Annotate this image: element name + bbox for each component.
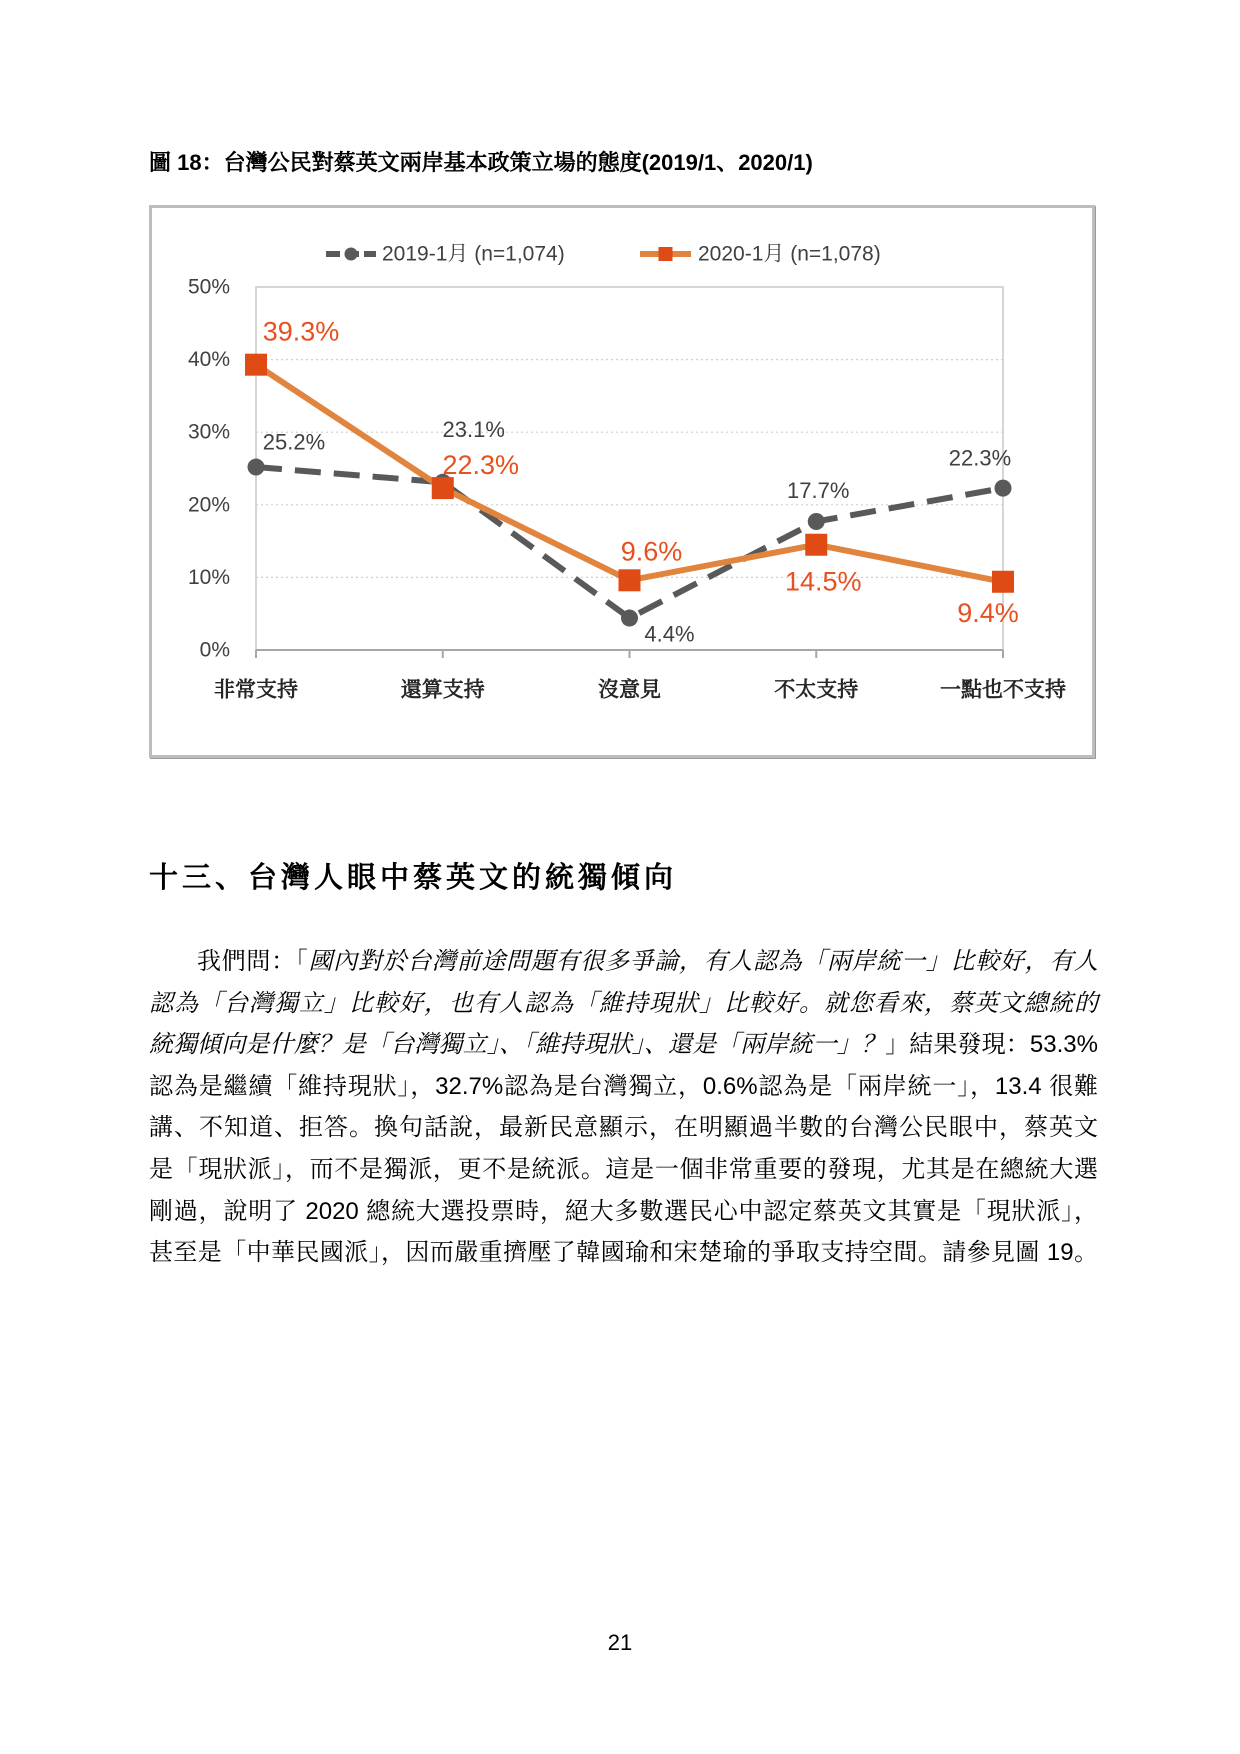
y-tick-label: 40% [187, 348, 230, 372]
series-2-marker [245, 354, 267, 376]
legend-swatch-marker [345, 248, 358, 261]
series-1-data-label: 17.7% [787, 477, 850, 503]
legend-item [640, 243, 881, 266]
body-line [149, 1191, 1098, 1233]
series-1-data-label: 25.2% [262, 429, 326, 455]
body-line [149, 1232, 1098, 1274]
series-2-data-label: 9.4% [957, 597, 1019, 628]
y-tick-label: 0% [199, 638, 230, 662]
body-text: 甚至是「中華民國派」，因而嚴重擠壓了韓國瑜和宋楚瑜的爭取支持空間。請參見圖 19。 [149, 1239, 1098, 1267]
quoted-question-text: 認為「台灣獨立」比較好，也有人認為「維持現狀」比較好。就您看來，蔡英文總統的 [149, 989, 1098, 1017]
body-text: 剛過，說明了 2020 總統大選投票時，絕大多數選民心中認定蔡英文其實是「現狀派」， [149, 1197, 1098, 1225]
y-tick-label: 10% [187, 565, 230, 589]
legend-label: 2020-1月 (n=1,078) [698, 242, 881, 266]
series-1-data-label: 23.1% [442, 416, 505, 442]
legend-label: 2019-1月 (n=1,074) [382, 242, 565, 266]
page-number: 21 [607, 1630, 633, 1655]
quoted-question-text: 國內對於台灣前途問題有很多爭論，有人認為「兩岸統一」比較好，有人 [308, 948, 1099, 975]
series-2-marker [432, 477, 454, 499]
x-tick-label: 非常支持 [214, 678, 298, 702]
body-text: 講、不知道、拒答。換句話說，最新民意顯示，在明顯過半數的台灣公民眼中，蔡英文 [149, 1114, 1098, 1142]
body-text: 是「現狀派」，而不是獨派，更不是統派。這是一個非常重要的發現，尤其是在總統大選 [149, 1155, 1098, 1183]
series-2-data-label: 14.5% [784, 566, 862, 597]
body-line [149, 1149, 1098, 1191]
legend-swatch-marker [659, 247, 673, 261]
body-paragraph [149, 941, 1098, 1274]
series-2-data-label: 39.3% [262, 316, 340, 347]
series-1-marker [248, 459, 265, 476]
series-1-data-label: 4.4% [644, 621, 695, 647]
series-2-marker [992, 571, 1014, 593]
x-tick-label: 沒意見 [598, 678, 661, 702]
series-1-marker [621, 610, 638, 627]
legend-item [326, 243, 565, 266]
body-line [149, 1024, 1098, 1066]
section-heading: 十三、台灣人眼中蔡英文的統獨傾向 [149, 862, 678, 894]
body-text: 認為是繼續「維持現狀」，32.7%認為是台灣獨立，0.6%認為是「兩岸統一」，13.4 很難 [149, 1072, 1098, 1100]
body-line [149, 1107, 1098, 1149]
series-2-marker [619, 569, 641, 591]
x-tick-label: 不太支持 [774, 678, 859, 702]
body-text: 我們問：「 [197, 948, 309, 975]
chart-frame [149, 205, 1095, 758]
series-1-data-label: 22.3% [948, 445, 1012, 471]
series-2-data-label: 9.6% [620, 536, 683, 567]
line-chart [152, 208, 1092, 755]
series-1 [248, 417, 1012, 647]
plot-area-frame [256, 287, 1003, 650]
x-tick-label: 一點也不支持 [940, 678, 1066, 702]
series-2-data-label: 22.3% [442, 450, 520, 481]
series-2 [245, 317, 1019, 628]
quoted-question-text: 統獨傾向是什麼？是「台灣獨立」、「維持現狀」、還是「兩岸統一」？ [149, 1031, 886, 1059]
body-line [149, 983, 1098, 1025]
body-text: 」結果發現：53.3% [885, 1031, 1098, 1059]
series-1-marker [995, 480, 1012, 497]
body-line [149, 941, 1098, 983]
series-1-marker [808, 513, 825, 530]
y-tick-label: 20% [187, 493, 230, 517]
legend [326, 243, 881, 266]
figure-caption: 圖 18：台灣公民對蔡英文兩岸基本政策立場的態度(2019/1、2020/1) [149, 150, 813, 175]
body-line [149, 1066, 1098, 1108]
y-tick-label: 50% [187, 275, 230, 299]
x-tick-label: 還算支持 [400, 678, 485, 702]
y-tick-label: 30% [187, 420, 230, 444]
series-2-marker [805, 534, 827, 556]
